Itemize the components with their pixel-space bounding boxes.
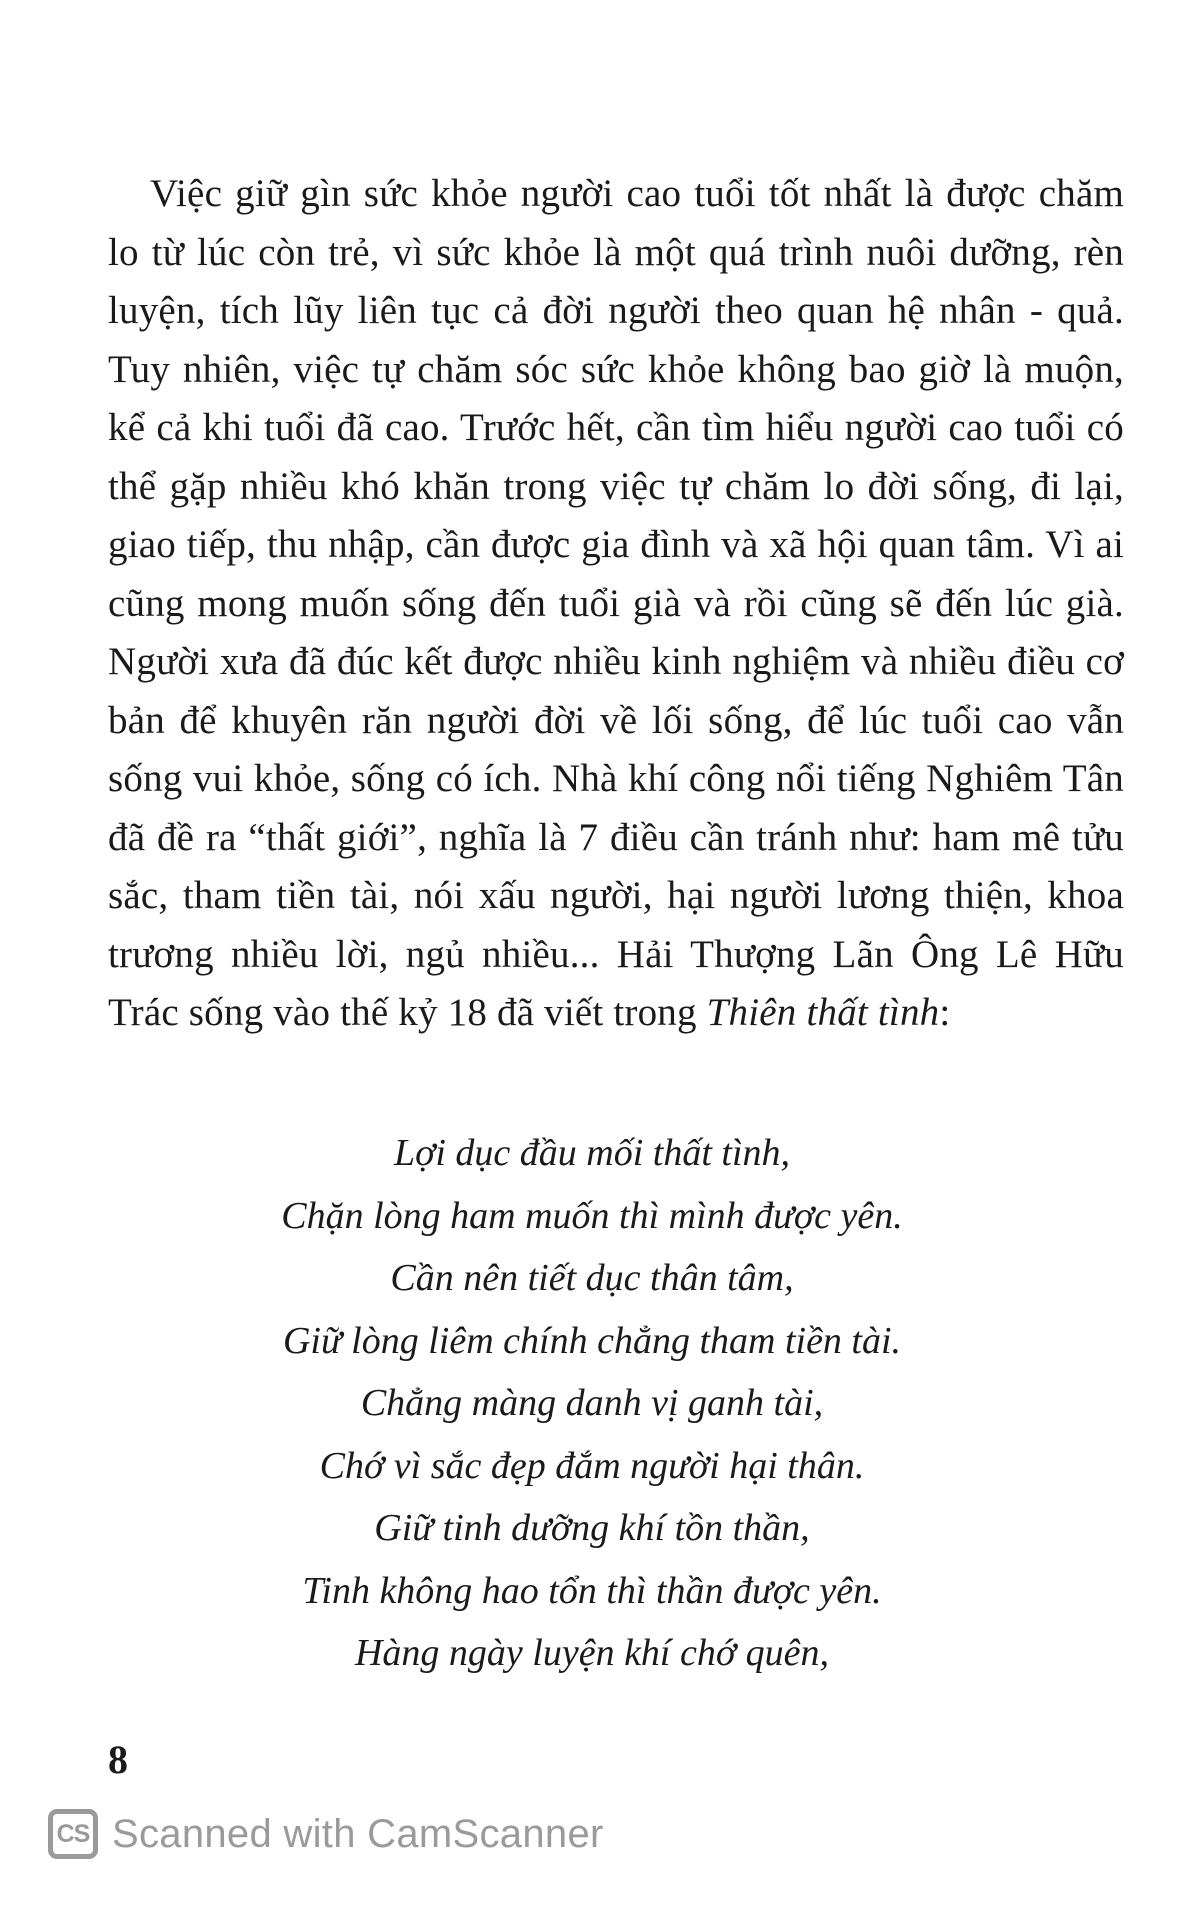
poem-line: Tinh không hao tổn thì thần được yên.	[302, 1569, 882, 1612]
page-number: 8	[108, 1737, 128, 1782]
poem-line: Giữ lòng liêm chính chẳng tham tiền tài.	[282, 1319, 902, 1362]
body-paragraph	[108, 165, 1124, 1043]
watermark-text: Scanned with CamScanner	[112, 1811, 604, 1856]
work-title: Thiên thất tình	[706, 991, 940, 1034]
camscanner-logo-icon: CS	[48, 1809, 98, 1859]
camscanner-watermark	[48, 1806, 604, 1862]
poem-line: Chẳng màng danh vị ganh tài,	[360, 1382, 824, 1424]
poem-line: Lợi dục đầu mối thất tình,	[393, 1132, 791, 1174]
paragraph-trailing-punctuation: :	[939, 991, 951, 1034]
poem-line: Chớ vì sắc đẹp đắm người hại thân.	[319, 1444, 865, 1487]
poem-line: Chặn lòng ham muốn thì mình được yên.	[281, 1194, 903, 1237]
poem-line: Cần nên tiết dục thân tâm,	[390, 1257, 794, 1299]
poem-line: Giữ tinh dưỡng khí tồn thần,	[374, 1507, 810, 1549]
paragraph-text: Việc giữ gìn sức khỏe người cao tuổi tốt nhất là được chăm lo từ lúc còn trẻ, vì sức khỏe là một quá trình nuôi dưỡng, rèn luyện, tích lũy liên tục cả đời người theo quan hệ nhân - quả. Tuy nhiên, việc tự chăm sóc sức khỏe không bao giờ là muộn, kể cả khi tuổi đã cao. Trước hết, cần tìm hiểu người cao tuổi có thể gặp nhiều khó khăn trong việc tự chăm lo đời sống, đi lại, giao tiếp, thu nhập, cần được gia đình và xã hội quan tâm. Vì ai cũng mong muốn sống đến tuổi già và rồi cũng sẽ đến lúc già. Người xưa đã đúc kết được nhiều kinh nghiệm và nhiều điều cơ bản để khuyên răn người đời về lối sống, để lúc tuổi cao vẫn sống vui khỏe, sống có ích. Nhà khí công nổi tiếng Nghiêm Tân đã đề ra “thất giới”, nghĩa là 7 điều cần tránh như: ham mê tửu sắc, tham tiền tài, nói xấu người, hại người lương thiện, khoa trương nhiều lời, ngủ nhiều... Hải Thượng Lãn Ông Lê Hữu Trác sống vào thế kỷ 18 đã viết trong	[108, 172, 1124, 1034]
poem-line: Hàng ngày luyện khí chớ quên,	[354, 1632, 830, 1674]
poem-block	[0, 1122, 1184, 1685]
